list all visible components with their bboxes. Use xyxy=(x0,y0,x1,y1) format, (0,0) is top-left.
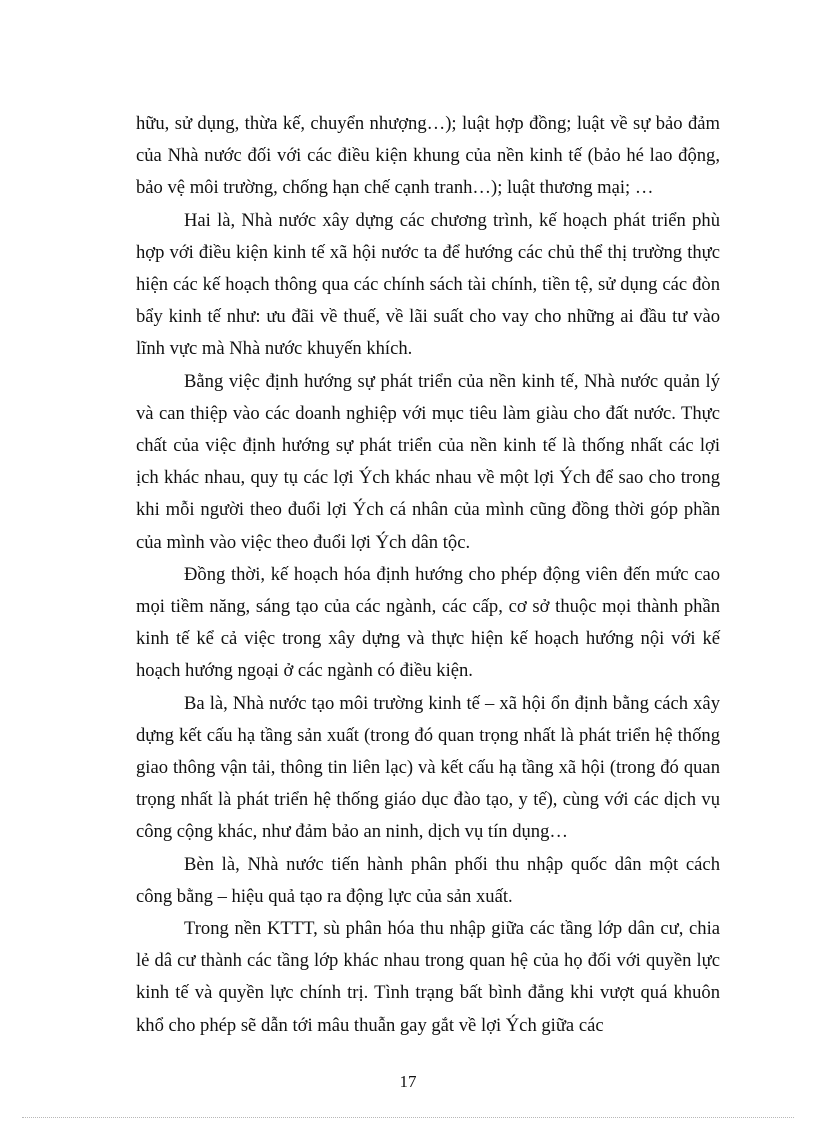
paragraph-bon-la: Bèn là, Nhà nước tiến hành phân phối thu nhập quốc dân một cách công bằng – hiệu quả tạo ra động lực của sản xuất. xyxy=(136,853,720,907)
page-bottom-divider xyxy=(22,1117,794,1118)
paragraph-hai-la: Hai là, Nhà nước xây dựng các chương trình, kế hoạch phát triển phù hợp với điều kiện kinh tế xã hội nước ta để hướng các chủ thể thị trường thực hiện các kế hoạch thông qua các chính sách tài chính, tiền tệ, sử dụng các đòn bẩy kinh tế như: ưu đãi về thuế, về lãi suất cho vay cho những ai đầu tư vào lĩnh vực mà Nhà nước khuyến khích. xyxy=(136,209,720,360)
page-number: 17 xyxy=(399,1072,417,1091)
paragraph-trong-nen-kttt: Trong nền KTTT, sù phân hóa thu nhập giữa các tầng lớp dân cư, chia lẻ dâ cư thành các tầng lớp khác nhau trong quan hệ của họ đối với quyền lực kinh tế và quyền lực chính trị. Tình trạng bất bình đẳng khi vượt quá khuôn khổ cho phép sẽ dẫn tới mâu thuẫn gay gắt về lợi Ých giữa các xyxy=(136,918,720,1036)
paragraph-ba-la: Ba là, Nhà nước tạo môi trường kinh tế – xã hội ổn định bằng cách xây dựng kết cấu hạ tầng sản xuất (trong đó quan trọng nhất là phát triển hệ thống giao thông vận tải, thông tin liên lạc) và kết cấu hạ tầng xã hội (trong đó quan trọng nhất là phát triển hệ thống giáo dục đào tạo, y tế), cùng với các dịch vụ công cộng khác, như đảm bảo an ninh, dịch vụ tín dụng… xyxy=(136,692,720,843)
paragraph-dinh-huong: Bằng việc định hướng sự phát triển của nền kinh tế, Nhà nước quản lý và can thiệp vào các doanh nghiệp với mục tiêu làm giàu cho đất nước. Thực chất của việc định hướng sự phát triển của nền kinh tế là thống nhất các lợi ịch khác nhau, quy tụ các lợi Ých khác nhau về một lợi Ých để sao cho trong khi mỗi người theo đuổi lợi Ých cá nhân của mình cũng đồng thời góp phần của mình vào việc theo đuổi lợi Ých dân tộc. xyxy=(136,370,720,553)
paragraph-dong-thoi: Đồng thời, kế hoạch hóa định hướng cho phép động viên đến mức cao mọi tiềm năng, sáng tạo của các ngành, các cấp, cơ sở thuộc mọi thành phần kinh tế kể cả việc trong xây dựng và thực hiện kế hoạch hướng nội với kế hoạch hướng ngoại ở các ngành có điều kiện. xyxy=(136,563,720,682)
paragraph-continuation: hữu, sử dụng, thừa kế, chuyển nhượng…); luật hợp đồng; luật về sự bảo đảm của Nhà nước đối với các điều kiện khung của nền kinh tế (bảo hé lao động, bảo vệ môi trường, chống hạn chế cạnh tranh…); luật thương mại; … xyxy=(136,113,720,199)
page-body xyxy=(136,108,720,1042)
